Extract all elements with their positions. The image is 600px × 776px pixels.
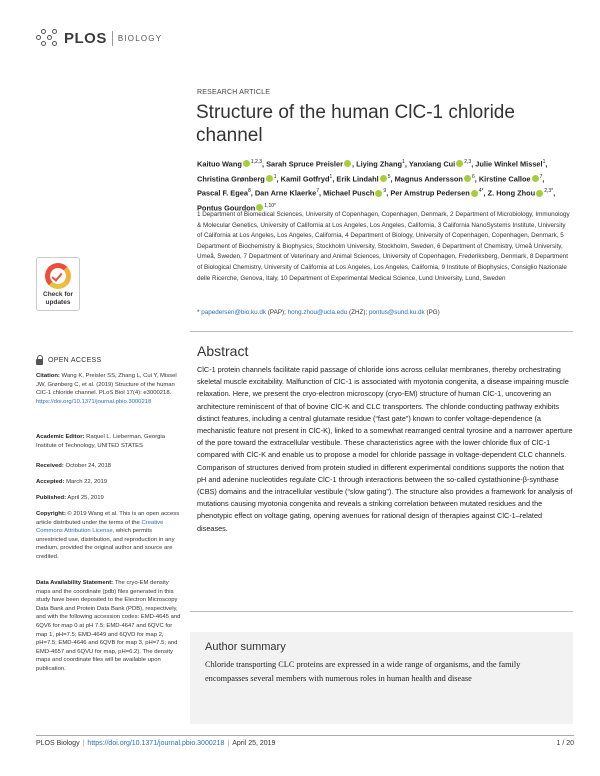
orcid-icon[interactable] — [471, 190, 478, 197]
author-name: Michael Pusch — [323, 188, 375, 198]
published-value: April 25, 2019 — [67, 495, 104, 501]
email-tag: (PG) — [426, 309, 440, 316]
author-name: Yanxiang Cui — [408, 159, 456, 169]
footer-separator: | — [227, 740, 230, 747]
received-date — [36, 462, 184, 471]
open-lock-icon — [36, 355, 44, 365]
orcid-icon[interactable] — [344, 160, 351, 167]
author-name: Pascal F. Egea — [197, 188, 248, 198]
journal-name: BIOLOGY — [117, 33, 163, 43]
author-affiliation-marker: 2,3 — [464, 159, 472, 165]
email-tag: (PAP); — [267, 309, 286, 316]
author-name: Z. Hong Zhou — [487, 188, 536, 198]
author-name: Kaituo Wang — [197, 159, 242, 169]
author-affiliation-marker: 1,2,3 — [250, 159, 263, 165]
email-link-pap[interactable]: papedersen@bio.ku.dk — [201, 309, 267, 316]
footer-doi-link[interactable]: https://doi.org/10.1371/journal.pbio.3000218 — [87, 740, 225, 747]
page-number: 1 / 20 — [556, 740, 574, 747]
article-title: Structure of the human ClC-1 chloride channel — [196, 102, 515, 146]
author-affiliation-marker: 9 — [383, 188, 387, 195]
author-name: Dan Arne Klaerke — [254, 188, 317, 198]
author-name: Christina Grønberg — [197, 174, 265, 184]
published-date — [36, 494, 184, 503]
abstract-heading: Abstract — [197, 343, 249, 359]
orcid-icon[interactable] — [375, 190, 382, 197]
author-affiliation-marker: 7 — [539, 173, 543, 180]
copyright-text: © 2019 Wang et al. This is an open access article distributed under the terms of the — [36, 511, 180, 526]
received-label: Received: — [36, 463, 64, 469]
author-affiliation-marker: 1 — [542, 159, 546, 165]
divider — [190, 331, 573, 332]
accepted-label: Accepted: — [36, 479, 65, 485]
check-for-updates-badge[interactable] — [36, 257, 80, 311]
affiliations: 1 Department of Biomedical Sciences, University of Copenhagen, Copenhagen, Denmark, 2 Department of Microbiology, Immunology & Molecular Genetics, University of California at Los Angeles, Los Angeles, California, 3 California NanoSystems Institute, University of California at Los Angeles, Los Angeles, California, 4 Department of Biology, University of Copenhagen, Copenhagen, Denmark, 5 Department of Biochemistry & Biophysics, Stockholm University, Stockholm, Sweden, 6 Department of Chemistry, Umeå University, Umeå, Sweden, 7 Department of Veterinary and Animal Sciences, University of Copenhagen, Frederiksberg, Denmark, 8 Department of Biological Chemistry, University of California at Los Angeles, Los Angeles, California, 9 Institute of Biophysics, Consiglio Nazionale delle Ricerche, Genova, Italy, 10 Department of Experimental Medical Science, Lund University, Lund, Sweden — [197, 211, 570, 282]
orcid-icon[interactable] — [456, 160, 463, 167]
email-link-zhz[interactable]: hong.zhou@ucla.edu — [287, 309, 348, 316]
orcid-icon[interactable] — [380, 175, 387, 182]
journal-logo — [36, 28, 162, 48]
summary-heading: Author summary — [205, 641, 286, 653]
editor-text: Raquel L. Lieberman, Georgia Institute of Technology, UNITED STATES — [36, 434, 166, 449]
orcid-icon[interactable] — [536, 190, 543, 197]
accepted-date — [36, 478, 184, 487]
orcid-icon[interactable] — [266, 175, 273, 182]
citation-text: Wang K, Preisler SS, Zhang L, Cui Y, Missel JW, Grønberg C, et al. (2019) Structure of the human ClC-1 chloride channel. PLoS Biol 17(4): e3000218. — [36, 373, 177, 397]
author-name: Pontus Gourdon — [197, 203, 256, 213]
summary-text: Chloride transporting CLC proteins are expressed in a wide range of organisms, and the family encompasses several members with numerous roles in human health and disease — [205, 660, 521, 683]
orcid-icon[interactable] — [464, 175, 471, 182]
footer-date: April 25, 2019 — [232, 740, 276, 747]
divider — [190, 611, 573, 612]
author-name: Julie Winkel Missel — [475, 159, 543, 169]
author-affiliation-marker: 1 — [329, 173, 333, 180]
author-affiliation-marker: 5 — [387, 173, 391, 180]
author-affiliation-marker: 4* — [478, 188, 484, 195]
data-availability — [36, 579, 184, 674]
copyright-text-end: , which permits unrestricted use, distribution, and reproduction in any medium, provided the original author and source are credited. — [36, 528, 175, 560]
author-name: Sarah Spruce Preisler — [266, 159, 343, 169]
editor-label: Academic Editor: — [36, 434, 85, 440]
data-availability-label: Data Availability Statement: — [36, 580, 114, 586]
copyright — [36, 510, 184, 562]
author-affiliation-marker: 6 — [471, 173, 475, 180]
author-affiliation-marker: 7 — [316, 188, 319, 195]
page-footer — [36, 740, 574, 747]
citation-label: Citation: — [36, 373, 60, 379]
email-link-pg[interactable]: pontus@sund.ku.dk — [368, 309, 425, 316]
open-access-label — [36, 355, 101, 365]
author-affiliation-marker: 2,3* — [544, 188, 554, 195]
author-name: Magnus Andersson — [394, 174, 463, 184]
received-value: October 24, 2018 — [65, 463, 112, 469]
plos-logo-icon — [36, 28, 62, 48]
footer-separator: | — [82, 740, 85, 747]
author-name: Kirstine Calloe — [478, 174, 531, 184]
orcid-icon[interactable] — [243, 160, 250, 167]
license-link[interactable]: Creative Commons Attribution License — [36, 519, 164, 535]
author-affiliation-marker: 1,10* — [264, 203, 276, 210]
author-name: Kamil Gotfryd — [280, 174, 330, 184]
data-availability-text: The cryo-EM density maps and the coordinate (pdb) files generated in this study have been deposited to the Electron Microscopy Data Bank and Protein Data Bank (PDB), respectively, and with the following accession codes: EMD-4645 and 6QV6 for map 0 at pH 7.5; EMD-4647 and 6QVC for map 1, pH=7.5; EMD-4649 and 6QVD for map 2, pH=7.5; EMD-4646 and 6QVB for map 3, pH=7.5; and EMD-4657 and 6QVU for map, pH=6.2). The density maps and coordinate files will be available upon publication. — [36, 580, 181, 672]
author-affiliation-marker: 8 — [247, 188, 251, 195]
article-type: RESEARCH ARTICLE — [197, 89, 271, 96]
copyright-label: Copyright: — [36, 511, 66, 517]
check-updates-icon — [45, 263, 71, 289]
academic-editor — [36, 433, 184, 450]
check-updates-label: Check for updates — [43, 291, 73, 306]
citation — [36, 372, 184, 406]
email-tag: (ZHZ); — [349, 309, 368, 316]
published-label: Published: — [36, 495, 67, 501]
open-access-text: OPEN ACCESS — [48, 356, 102, 364]
footer-divider — [36, 735, 574, 736]
footer-journal: PLOS Biology — [36, 740, 80, 747]
correspondence — [197, 308, 572, 317]
logo-text: PLOS — [64, 29, 107, 47]
accepted-value: March 22, 2019 — [66, 479, 108, 485]
author-name: Erik Lindahl — [336, 174, 379, 184]
author-affiliation-marker: 1 — [402, 159, 405, 165]
citation-doi-link[interactable]: https://doi.org/10.1371/journal.pbio.3000218 — [36, 398, 152, 405]
orcid-icon[interactable] — [532, 175, 539, 182]
logo-divider — [112, 31, 113, 46]
abstract-text: ClC-1 protein channels facilitate rapid passage of chloride ions across cellular membranes, thereby orchestrating skeletal muscle excitability. Malfunction of ClC-1 is associated with myotonia congenita, a disease impairing muscle relaxation. Here, we present the cryo-electron microscopy (cryo-EM) structure of human ClC-1, uncovering an architecture reminiscent of that of bovine ClC-K and CLC transporters. The chloride conducting pathway exhibits distinct features, including a central glutamate residue (“fast gate”) known to confer voltage-dependence (a mechanistic feature not present in ClC-K), linked to a somewhat rearranged central tyrosine and a narrower aperture of the pore toward the extracellular vestibule. These characteristics agree with the lower chloride flux of ClC-1 compared with ClC-K and enable us to propose a model for chloride passage in voltage-dependent CLC channels. Comparison of structures derived from protein studied in different experimental conditions supports the notion that pH and adenine nucleotides regulate ClC-1 through interactions between the so-called cystathionine-β-synthase (CBS) domains and the intracellular vestibule (“slow gating”). The structure also provides a framework for analysis of mutations causing myotonia congenita and reveals a striking correlation between mutated residues and the phenotypic effect on voltage gating, opening avenues for rational design of therapies against ClC-1–related diseases. — [197, 365, 573, 533]
author-list: Kaituo Wang $^{1,2,3}$, Sarah Spruce Preisler , Liying Zhang$^1$, Yanxiang Cui $^{2,3}$, Julie Winkel Missel$^1$, Christina Grønberg $^1$, Kamil Gotfryd$^1$, Erik Lindahl $^5$, Magnus Andersson $^6$, Kirstine Calloe $^7$, Pascal F. Egea$^8$, Dan Arne Klaerke$^7$, Michael Pusch $^9$, Per Amstrup Pedersen $^{4*}$, Z. Hong Zhou $^{2,3*}$, Pontus Gourdon $^{1,10*}$ — [197, 159, 556, 213]
author-affiliation-marker: 1 — [273, 173, 277, 180]
author-name: Liying Zhang — [356, 159, 403, 169]
author-name: Per Amstrup Pedersen — [390, 188, 470, 198]
asterisk-mark: * — [197, 309, 202, 316]
